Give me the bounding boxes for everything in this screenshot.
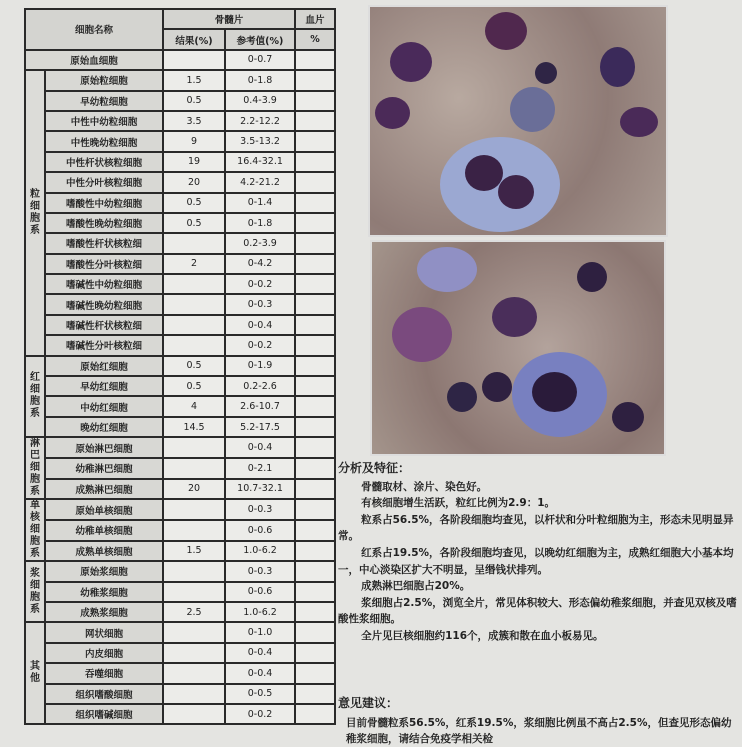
table-row <box>25 437 335 458</box>
cell-name: 嗜酸性杆状核粒细 <box>45 233 163 253</box>
cell-shape <box>510 87 555 132</box>
blood-value <box>295 376 335 396</box>
table-row <box>25 499 335 520</box>
result-value: 0.5 <box>163 91 225 111</box>
cell-name: 网状细胞 <box>45 622 163 642</box>
cell-name: 中幼红细胞 <box>45 396 163 416</box>
result-value <box>163 561 225 581</box>
analysis-title: 分析及特征： <box>338 461 411 475</box>
analysis-paragraph: 成熟淋巴细胞占20%。 <box>361 580 471 593</box>
reference-value: 0.2-2.6 <box>225 376 295 396</box>
cell-name: 幼稚淋巴细胞 <box>45 458 163 479</box>
blood-value <box>295 91 335 111</box>
blood-value <box>295 643 335 663</box>
cell-name: 组织嗜碱细胞 <box>45 704 163 724</box>
reference-value: 0-4.2 <box>225 254 295 274</box>
blood-value <box>295 520 335 541</box>
result-value <box>163 663 225 683</box>
reference-value: 3.5-13.2 <box>225 131 295 151</box>
result-value <box>163 458 225 479</box>
result-value <box>163 622 225 642</box>
cell-name: 幼稚单核细胞 <box>45 520 163 541</box>
cell-name: 组织嗜酸细胞 <box>45 684 163 704</box>
header-blood: 血片 <box>295 9 335 29</box>
cell-name: 早幼粒细胞 <box>45 91 163 111</box>
table-row <box>25 663 335 683</box>
reference-value: 0-0.3 <box>225 294 295 314</box>
result-value: 14.5 <box>163 417 225 437</box>
result-value <box>163 233 225 253</box>
cell-name: 原始浆细胞 <box>45 561 163 581</box>
table-row <box>25 152 335 172</box>
cell-name: 吞噬细胞 <box>45 663 163 683</box>
cell-name: 晚幼红细胞 <box>45 417 163 437</box>
table-row <box>25 704 335 724</box>
cell-name: 内皮细胞 <box>45 643 163 663</box>
reference-value: 0-0.4 <box>225 437 295 458</box>
result-value: 2.5 <box>163 602 225 622</box>
blood-value <box>295 152 335 172</box>
suggestion-section <box>338 695 738 747</box>
analysis-paragraph: 浆细胞占2.5%，浏览全片，常见体积较大、形态偏幼稚浆细胞，并查见双核及嗜酸性浆细胞。 <box>338 596 737 626</box>
header-result: 结果(%) <box>163 29 225 49</box>
group-label: 浆细胞系 <box>25 561 45 622</box>
cell-name: 原始淋巴细胞 <box>45 437 163 458</box>
cell-shape <box>492 297 537 337</box>
cell-shape <box>390 42 432 82</box>
table-row <box>25 254 335 274</box>
table-row <box>25 315 335 335</box>
cell-shape <box>485 12 527 50</box>
cell-name: 嗜碱性晚幼粒细胞 <box>45 294 163 314</box>
cell-name: 嗜酸性中幼粒细胞 <box>45 193 163 213</box>
cell-shape <box>620 107 658 137</box>
header-cell-name: 细胞名称 <box>25 9 163 50</box>
result-value: 1.5 <box>163 541 225 562</box>
cell-name: 嗜酸性分叶核粒细 <box>45 254 163 274</box>
table-row <box>25 131 335 151</box>
cell-shape <box>612 402 644 432</box>
table-row <box>25 417 335 437</box>
blood-value <box>295 684 335 704</box>
blood-value <box>295 274 335 294</box>
reference-value: 0-0.2 <box>225 274 295 294</box>
cell-name: 嗜碱性杆状核粒细 <box>45 315 163 335</box>
result-value: 0.5 <box>163 376 225 396</box>
reference-value: 10.7-32.1 <box>225 479 295 500</box>
blood-value <box>295 254 335 274</box>
blood-value <box>295 335 335 355</box>
result-value: 2 <box>163 254 225 274</box>
table-row <box>25 294 335 314</box>
table-row <box>25 213 335 233</box>
blood-value <box>295 499 335 520</box>
group-label: 淋巴细胞系 <box>25 437 45 499</box>
table-row <box>25 274 335 294</box>
result-value <box>163 499 225 520</box>
table-row <box>25 70 335 90</box>
reference-value: 0-0.4 <box>225 663 295 683</box>
result-value: 9 <box>163 131 225 151</box>
analysis-paragraph: 骨髓取材、涂片、染色好。 <box>361 480 488 493</box>
reference-value: 0-0.3 <box>225 499 295 520</box>
table-row <box>25 561 335 581</box>
result-value: 19 <box>163 152 225 172</box>
cell-name: 嗜碱性中幼粒细胞 <box>45 274 163 294</box>
table-row <box>25 541 335 562</box>
suggestion-text: 目前骨髓粒系56.5%，红系19.5%，浆细胞比例虽不高占2.5%，但查见形态偏幼稚浆细胞，请结合免疫学相关检 <box>346 717 732 745</box>
blood-value <box>295 561 335 581</box>
result-value <box>163 274 225 294</box>
blood-value <box>295 356 335 376</box>
cell-shape <box>535 62 557 84</box>
reference-value: 0-1.8 <box>225 70 295 90</box>
cell-shape <box>392 307 452 362</box>
result-value <box>163 704 225 724</box>
blood-value <box>295 704 335 724</box>
blood-value <box>295 479 335 500</box>
blood-value <box>295 70 335 90</box>
cell-name: 幼稚浆细胞 <box>45 582 163 602</box>
result-value <box>163 582 225 602</box>
result-value <box>163 643 225 663</box>
micrograph-2 <box>370 240 666 456</box>
reference-value: 16.4-32.1 <box>225 152 295 172</box>
reference-value: 0-0.3 <box>225 561 295 581</box>
result-value: 3.5 <box>163 111 225 131</box>
reference-value: 0-1.9 <box>225 356 295 376</box>
cell-name: 中性中幼粒细胞 <box>45 111 163 131</box>
result-value: 0.5 <box>163 193 225 213</box>
blood-value <box>295 315 335 335</box>
result-value <box>163 294 225 314</box>
blood-value <box>295 663 335 683</box>
blood-value <box>295 172 335 192</box>
suggestion-title: 意见建议： <box>338 696 399 710</box>
cell-count-table <box>24 8 334 725</box>
cell-name: 中性晚幼粒细胞 <box>45 131 163 151</box>
table-row <box>25 233 335 253</box>
table-row <box>25 622 335 642</box>
table-row <box>25 91 335 111</box>
table-row <box>25 520 335 541</box>
blood-value <box>295 437 335 458</box>
reference-value: 0-0.4 <box>225 315 295 335</box>
table-row <box>25 376 335 396</box>
blood-value <box>295 582 335 602</box>
analysis-paragraph: 红系占19.5%，各阶段细胞均查见，以晚幼红细胞为主，成熟红细胞大小基本均一，中心淡染区扩大不明显，呈缗钱状排列。 <box>338 546 734 576</box>
table-row <box>25 111 335 131</box>
reference-value: 0-0.2 <box>225 704 295 724</box>
analysis-section <box>338 460 738 645</box>
reference-value: 0.2-3.9 <box>225 233 295 253</box>
table-row <box>25 643 335 663</box>
table-row <box>25 193 335 213</box>
table-row <box>25 684 335 704</box>
cell-shape <box>577 262 607 292</box>
header-reference: 参考值(%) <box>225 29 295 49</box>
reference-value: 4.2-21.2 <box>225 172 295 192</box>
cell-shape <box>417 247 477 292</box>
result-value: 20 <box>163 479 225 500</box>
analysis-paragraph: 有核细胞增生活跃，粒红比例为2.9：1。 <box>361 497 555 510</box>
analysis-paragraph: 粒系占56.5%，各阶段细胞均查见，以杆状和分叶粒细胞为主，形态未见明显异常。 <box>338 513 734 543</box>
cell-name: 中性分叶核粒细胞 <box>45 172 163 192</box>
micrograph-1 <box>368 5 668 237</box>
blood-value <box>295 233 335 253</box>
header-percent: % <box>295 29 335 49</box>
cell-name: 原始单核细胞 <box>45 499 163 520</box>
group-label: 其他 <box>25 622 45 724</box>
cell-shape <box>600 47 635 87</box>
result-value: 1.5 <box>163 70 225 90</box>
cell-name: 嗜碱性分叶核粒细 <box>45 335 163 355</box>
reference-value: 0-1.8 <box>225 213 295 233</box>
reference-value: 1.0-6.2 <box>225 541 295 562</box>
reference-value: 0-0.6 <box>225 582 295 602</box>
result-value <box>163 684 225 704</box>
group-label: 粒细胞系 <box>25 70 45 355</box>
cell-name: 原始粒细胞 <box>45 70 163 90</box>
cell-shape <box>375 97 410 129</box>
reference-value: 1.0-6.2 <box>225 602 295 622</box>
cell-shape <box>498 175 534 209</box>
blood-value <box>295 602 335 622</box>
cell-name: 成熟浆细胞 <box>45 602 163 622</box>
blood-value <box>295 458 335 479</box>
blood-value <box>295 213 335 233</box>
table-row <box>25 602 335 622</box>
blood-value <box>295 111 335 131</box>
table-row <box>25 335 335 355</box>
result-value: 20 <box>163 172 225 192</box>
reference-value: 0.4-3.9 <box>225 91 295 111</box>
reference-value: 2.6-10.7 <box>225 396 295 416</box>
result-value: 0.5 <box>163 213 225 233</box>
blood-value <box>295 294 335 314</box>
table-row <box>25 479 335 500</box>
result-value <box>163 520 225 541</box>
blood-value <box>295 193 335 213</box>
cell-name: 原始红细胞 <box>45 356 163 376</box>
reference-value: 5.2-17.5 <box>225 417 295 437</box>
blood-value <box>295 396 335 416</box>
reference-value: 0-2.1 <box>225 458 295 479</box>
reference-value: 0-1.0 <box>225 622 295 642</box>
result-value <box>163 437 225 458</box>
cell-name: 中性杆状核粒细胞 <box>45 152 163 172</box>
header-marrow: 骨髓片 <box>163 9 295 29</box>
cell-name: 成熟淋巴细胞 <box>45 479 163 500</box>
reference-value: 2.2-12.2 <box>225 111 295 131</box>
cell-name: 成熟单核细胞 <box>45 541 163 562</box>
reference-value: 0-0.2 <box>225 335 295 355</box>
reference-value: 0-0.5 <box>225 684 295 704</box>
cell-shape <box>482 372 512 402</box>
reference-value: 0-0.6 <box>225 520 295 541</box>
blood-value <box>295 131 335 151</box>
table-row: 原始血细胞 0-0.7 <box>25 50 335 70</box>
blood-value <box>295 417 335 437</box>
cell-shape <box>465 155 503 191</box>
result-value: 4 <box>163 396 225 416</box>
result-value: 0.5 <box>163 356 225 376</box>
table-row <box>25 172 335 192</box>
cell-name: 嗜酸性晚幼粒细胞 <box>45 213 163 233</box>
blood-value <box>295 541 335 562</box>
cell-name: 早幼红细胞 <box>45 376 163 396</box>
table-row <box>25 356 335 376</box>
table-row <box>25 582 335 602</box>
group-label: 红细胞系 <box>25 356 45 438</box>
cell-shape <box>532 372 577 412</box>
result-value <box>163 335 225 355</box>
reference-value: 0-1.4 <box>225 193 295 213</box>
blood-value <box>295 622 335 642</box>
result-value <box>163 315 225 335</box>
group-label: 单核细胞系 <box>25 499 45 561</box>
analysis-paragraph: 全片见巨核细胞约116个，成簇和散在血小板易见。 <box>361 629 604 642</box>
table-row <box>25 396 335 416</box>
table-row <box>25 458 335 479</box>
cell-shape <box>447 382 477 412</box>
reference-value: 0-0.4 <box>225 643 295 663</box>
